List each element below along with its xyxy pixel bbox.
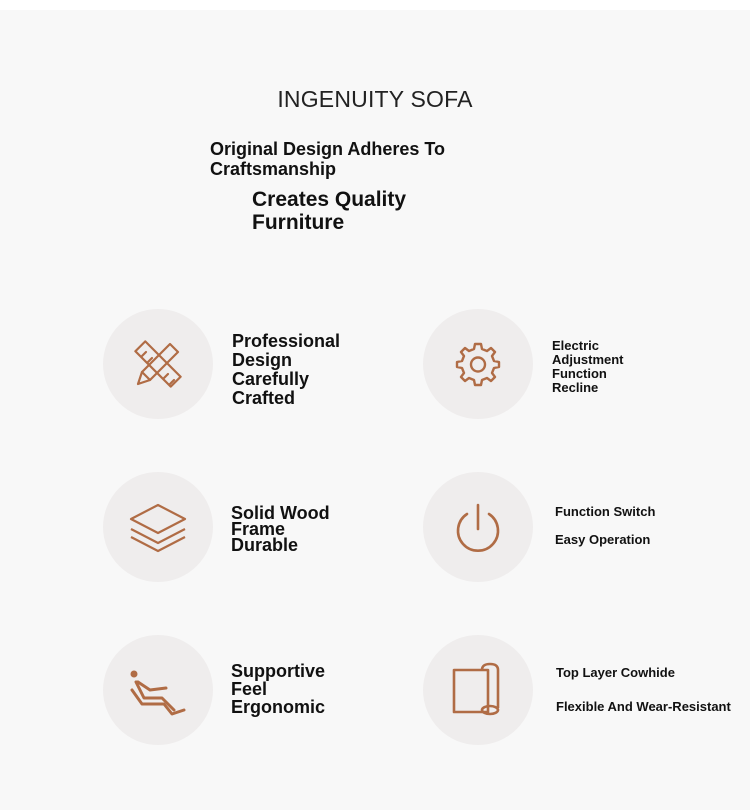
- tagline-line-1: Creates Quality: [252, 188, 407, 211]
- feature-text: Crafted: [232, 388, 296, 408]
- feature-text: Durable: [231, 535, 299, 555]
- tagline-line-2: Furniture: [252, 211, 345, 234]
- feature-icon-circle-electric: [423, 309, 533, 419]
- feature-text: Supportive: [231, 661, 326, 681]
- layers-icon: [128, 497, 188, 557]
- feature-label-ergonomic: [231, 662, 325, 716]
- feature-icon-circle-wood: [103, 472, 213, 582]
- tagline: [252, 188, 452, 234]
- feature-text: Flexible And Wear-Resistant: [556, 699, 731, 714]
- feature-label-electric: [552, 339, 624, 395]
- ruler-pencil-icon: [128, 334, 188, 394]
- feature-text: Function Switch: [555, 504, 656, 519]
- feature-text: Professional: [232, 331, 341, 351]
- feature-text: Feel: [231, 679, 268, 699]
- power-icon: [448, 497, 508, 557]
- feature-text: Ergonomic: [231, 697, 326, 717]
- subtitle: [210, 139, 470, 179]
- feature-label-design: [232, 332, 340, 408]
- feature-icon-circle-ergonomic: [103, 635, 213, 745]
- feature-text: Recline: [552, 380, 599, 395]
- feature-text: Easy Operation: [555, 532, 651, 547]
- gear-icon: [448, 334, 508, 394]
- feature-text: Design: [232, 350, 293, 370]
- recliner-person-icon: [128, 660, 188, 720]
- feature-text: Solid Wood: [231, 503, 330, 523]
- feature-icon-circle-cowhide: [423, 635, 533, 745]
- feature-text: Adjustment: [552, 352, 624, 367]
- feature-label-cowhide: [556, 665, 731, 714]
- feature-text: Top Layer Cowhide: [556, 665, 675, 680]
- feature-icon-circle-design: [103, 309, 213, 419]
- feature-text: Electric: [552, 338, 599, 353]
- feature-label-wood: [231, 505, 330, 553]
- feature-text: Function: [552, 366, 607, 381]
- leather-roll-icon: [448, 660, 508, 720]
- feature-text: Frame: [231, 519, 286, 539]
- feature-text: Carefully: [232, 369, 310, 389]
- subtitle-line-1: Original Design Adheres To: [210, 139, 446, 159]
- subtitle-line-2: Craftsmanship: [210, 159, 337, 179]
- feature-label-switch: [555, 504, 655, 547]
- page-title: INGENUITY SOFA: [277, 86, 473, 112]
- feature-icon-circle-switch: [423, 472, 533, 582]
